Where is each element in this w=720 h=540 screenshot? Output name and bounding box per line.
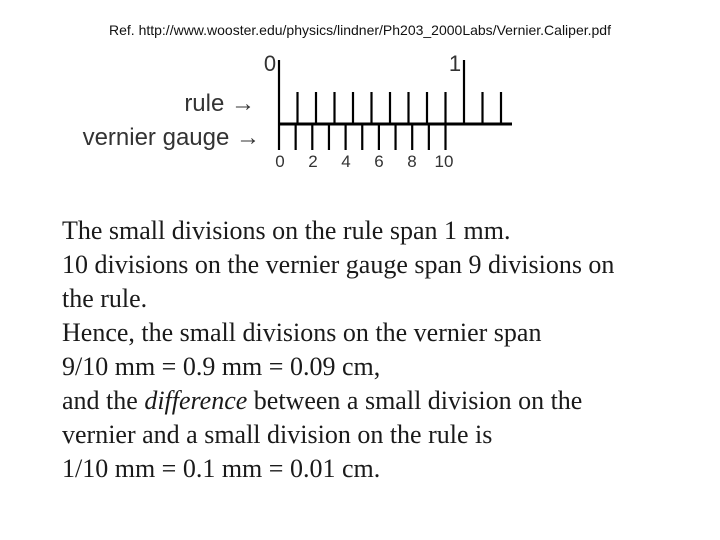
text-fragment: and the [62, 386, 145, 415]
vernier-ticks [279, 124, 446, 150]
text-line: The small divisions on the rule span 1 mm. [62, 216, 511, 245]
text-fragment: between a small division on the [247, 386, 583, 415]
rule-label: rule → [184, 90, 255, 117]
text-line: 10 divisions on the vernier gauge span 9 divisions on [62, 250, 615, 279]
vernier-diagram [0, 44, 720, 184]
reference-citation: Ref. http://www.wooster.edu/physics/lindner/Ph203_2000Labs/Vernier.Caliper.pdf [109, 22, 611, 38]
rule-ticks [279, 60, 501, 124]
emphasized-word: difference [144, 386, 248, 415]
rule-label-0: 0 [263, 51, 277, 76]
vernier-label-6: 6 [374, 152, 384, 171]
text-line: Hence, the small divisions on the vernier span [62, 318, 542, 347]
rule-label-1: 1 [448, 51, 462, 76]
vernier-label-0: 0 [275, 152, 285, 171]
vernier-label-8: 8 [407, 152, 417, 171]
text-line: vernier and a small division on the rule is [62, 420, 493, 449]
explanation-text [62, 214, 702, 486]
text-line: the rule. [62, 284, 148, 313]
vernier-label-4: 4 [341, 152, 351, 171]
text-line: 1/10 mm = 0.1 mm = 0.01 cm. [62, 454, 381, 483]
text-line: 9/10 mm = 0.9 mm = 0.09 cm, [62, 352, 381, 381]
vernier-label-10: 10 [434, 152, 454, 171]
vernier-gauge-label: vernier gauge → [82, 124, 260, 151]
text-line [62, 384, 702, 418]
vernier-label-2: 2 [308, 152, 318, 171]
